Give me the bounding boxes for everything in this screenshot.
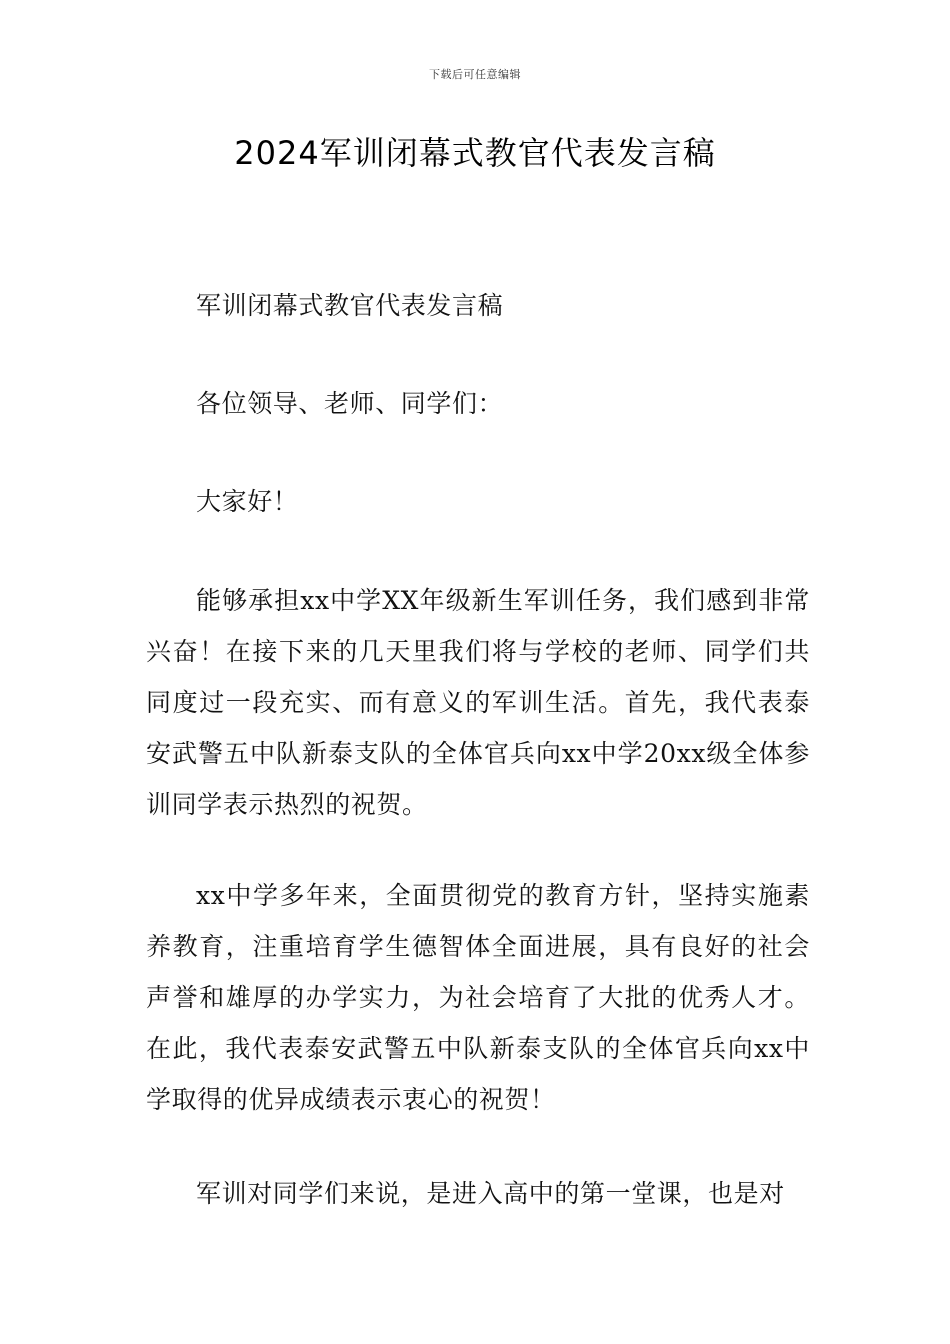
- paragraph-salutation: 各位领导、老师、同学们：: [196, 389, 504, 418]
- paragraph-body-2: xx中学多年来，全面贯彻党的教育方针，坚持实施素养教育，注重培育学生德智体全面进展，具有良好的社会声誉和雄厚的办学实力，为社会培育了大批的优秀人才。在此，我代表泰安武警五中队新泰支队的全体官兵向xx中学取得的优异成绩表示衷心的祝贺！: [146, 881, 810, 1114]
- paragraph-body-3: 军训对同学们来说，是进入高中的第一堂课，也是对: [196, 1179, 785, 1208]
- paragraph-subtitle: 军训闭幕式教官代表发言稿: [196, 291, 504, 320]
- document-title: 2024军训闭幕式教官代表发言稿: [234, 134, 716, 172]
- paragraph-greeting: 大家好！: [196, 487, 299, 516]
- header-note: 下载后可任意编辑: [429, 68, 521, 81]
- paragraph-body-1: 能够承担xx中学XX年级新生军训任务，我们感到非常兴奋！在接下来的几天里我们将与学校的老师、同学们共同度过一段充实、而有意义的军训生活。首先，我代表泰安武警五中队新泰支队的全体官兵向xx中学20xx级全体参训同学表示热烈的祝贺。: [146, 586, 810, 819]
